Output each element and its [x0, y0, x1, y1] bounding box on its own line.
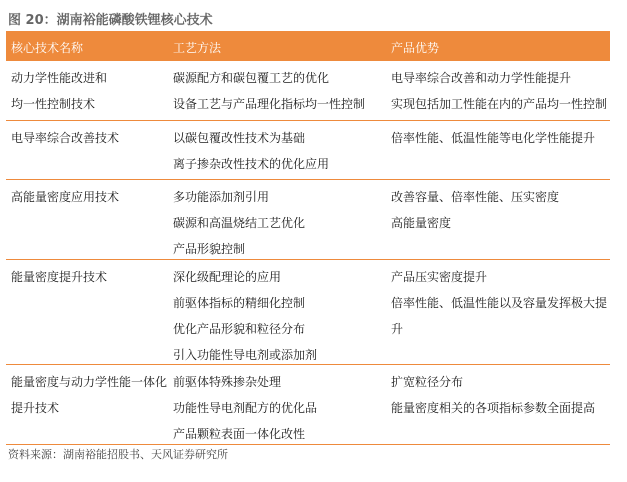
header-advantage: 产品优势: [391, 41, 440, 55]
cell-tech-name: 能量密度与动力学性能一体化 提升技术: [11, 375, 168, 415]
table-row: [6, 365, 610, 445]
figure-title: 图 20：湖南裕能磷酸铁锂核心技术: [8, 13, 213, 28]
header-process: 工艺方法: [173, 41, 222, 55]
cell-tech-name: 动力学性能改进和 均一性控制技术: [11, 71, 108, 111]
cell-process: 多功能添加剂引用 碳源和高温烧结工艺优化 产品形貌控制: [173, 190, 306, 256]
cell-advantage: 产品压实密度提升 倍率性能、低温性能以及容量发挥极大提 升: [391, 270, 608, 336]
cell-tech-name: 能量密度提升技术: [11, 270, 108, 284]
header-tech-name: 核心技术名称: [11, 41, 84, 55]
cell-tech-name: 高能量密度应用技术: [11, 190, 120, 204]
cell-process: 以碳包覆改性技术为基础 离子掺杂改性技术的优化应用: [173, 131, 330, 171]
cell-advantage: 改善容量、倍率性能、压实密度 高能量密度: [391, 190, 560, 230]
table-row: [6, 121, 610, 180]
cell-advantage: 扩宽粒径分布 能量密度相关的各项指标参数全面提高: [391, 375, 596, 415]
table-row: [6, 260, 610, 365]
cell-process: 碳源配方和碳包覆工艺的优化 设备工艺与产品理化指标均一性控制: [173, 71, 366, 111]
table-row: [6, 180, 610, 260]
table-row: [6, 61, 610, 121]
cell-advantage: 电导率综合改善和动力学性能提升 实现包括加工性能在内的产品均一性控制: [391, 71, 608, 111]
cell-advantage: 倍率性能、低温性能等电化学性能提升: [391, 131, 596, 145]
cell-process: 深化级配理论的应用 前驱体指标的精细化控制 优化产品形貌和粒径分布 引入功能性导电剂或添加剂: [173, 270, 318, 362]
cell-process: 前驱体特殊掺杂处理 功能性导电剂配方的优化品 产品颗粒表面一体化改性: [173, 375, 318, 441]
cell-tech-name: 电导率综合改善技术: [11, 131, 120, 145]
tech-table: [6, 31, 610, 445]
table-header: [6, 31, 610, 61]
source-note: 资料来源：湖南裕能招股书、天风证券研究所: [8, 448, 228, 461]
